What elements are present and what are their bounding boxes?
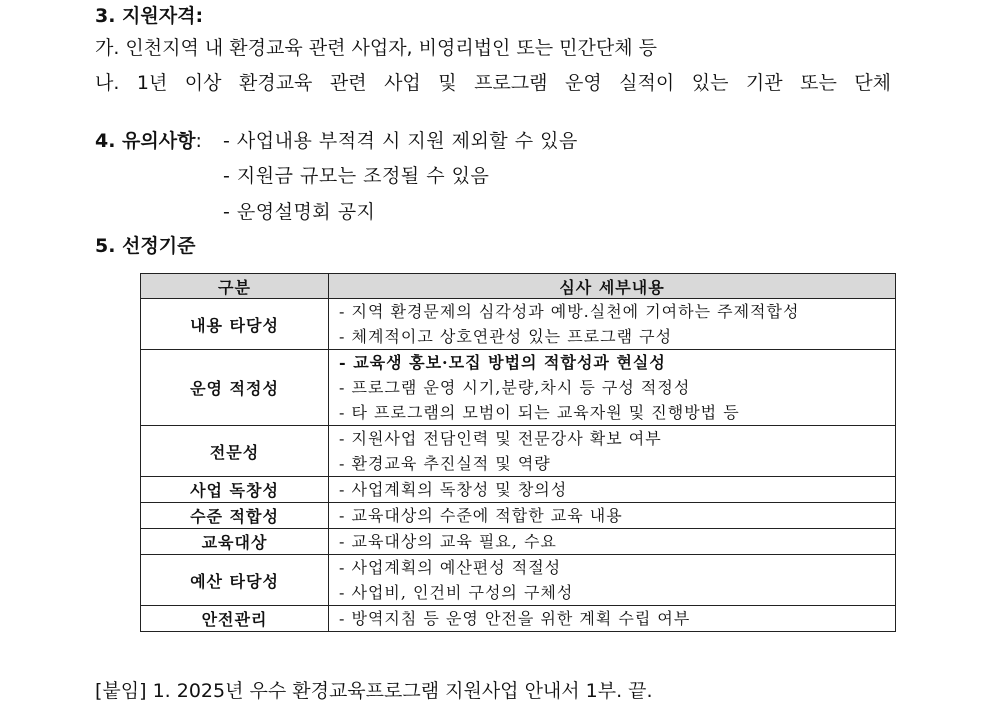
detail-line: - 교육대상의 수준에 적합한 교육 내용 [339, 506, 623, 525]
row-details [329, 555, 896, 606]
row-category: 사업 독창성 [141, 477, 329, 503]
section5-heading: 5. 선정기준 [95, 235, 196, 257]
row-details [329, 503, 896, 529]
detail-line: - 프로그램 운영 시기,분량,차시 등 구성 적정성 [339, 378, 691, 397]
header-details: 심사 세부내용 [329, 274, 896, 299]
row-category: 수준 적합성 [141, 503, 329, 529]
row-details [329, 426, 896, 477]
section3-heading: 3. 지원자격: [95, 5, 204, 27]
row-details [329, 350, 896, 426]
row-category: 교육대상 [141, 529, 329, 555]
row-details [329, 606, 896, 632]
section3-item-ga: 가. 인천지역 내 환경교육 관련 사업자, 비영리법인 또는 민간단체 등 [95, 37, 657, 59]
table-row [141, 350, 896, 426]
caution-item-1: - 사업내용 부적격 시 지원 제외할 수 있음 [223, 130, 578, 152]
detail-line: - 지역 환경문제의 심각성과 예방.실천에 기여하는 주제적합성 [339, 302, 800, 321]
row-category: 예산 타당성 [141, 555, 329, 606]
section4-label: 4. 유의사항 [95, 130, 196, 152]
selection-criteria-table [140, 273, 896, 632]
detail-line: - 타 프로그램의 모범이 되는 교육자원 및 진행방법 등 [339, 403, 740, 422]
table-row [141, 529, 896, 555]
section4-colon: : [195, 130, 202, 152]
attachment-note: [붙임] 1. 2025년 우수 환경교육프로그램 지원사업 안내서 1부. 끝. [95, 680, 653, 702]
section3-item-na: 나. 1년 이상 환경교육 관련 사업 및 프로그램 운영 실적이 있는 기관 또는 단체 [95, 72, 891, 94]
row-details [329, 477, 896, 503]
table-header-row [141, 274, 896, 299]
table-row [141, 555, 896, 606]
table-row [141, 426, 896, 477]
detail-line: - 사업계획의 독창성 및 창의성 [339, 480, 568, 499]
detail-line: - 체계적이고 상호연관성 있는 프로그램 구성 [339, 327, 673, 346]
table-row [141, 299, 896, 350]
row-details [329, 299, 896, 350]
detail-line: - 방역지침 등 운영 안전을 위한 계획 수립 여부 [339, 609, 691, 628]
row-category: 운영 적정성 [141, 350, 329, 426]
header-category: 구분 [141, 274, 329, 299]
detail-line: - 교육대상의 교육 필요, 수요 [339, 532, 557, 551]
row-category: 안전관리 [141, 606, 329, 632]
detail-line: - 사업계획의 예산편성 적절성 [339, 558, 562, 577]
section4-label-line [95, 128, 202, 154]
row-category: 전문성 [141, 426, 329, 477]
detail-line: - 환경교육 추진실적 및 역량 [339, 454, 551, 473]
detail-line: - 교육생 홍보·모집 방법의 적합성과 현실성 [339, 353, 666, 372]
row-category: 내용 타당성 [141, 299, 329, 350]
row-details [329, 529, 896, 555]
caution-item-2: - 지원금 규모는 조정될 수 있음 [223, 165, 490, 187]
caution-item-3: - 운영설명회 공지 [223, 201, 376, 223]
detail-line: - 사업비, 인건비 구성의 구체성 [339, 583, 574, 602]
table-row [141, 606, 896, 632]
table-row [141, 477, 896, 503]
detail-line: - 지원사업 전담인력 및 전문강사 확보 여부 [339, 429, 662, 448]
table-row [141, 503, 896, 529]
